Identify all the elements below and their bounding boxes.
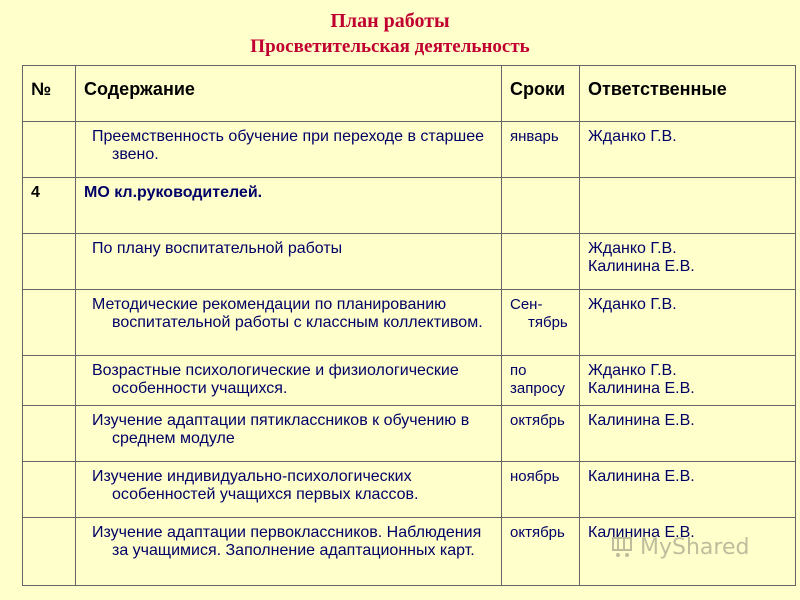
row-number bbox=[23, 356, 76, 406]
row-responsible: Жданко Г.В. bbox=[580, 122, 796, 178]
row-content: По плану воспитательной работы bbox=[76, 234, 502, 290]
page-title: План работы bbox=[330, 10, 450, 32]
row-responsible: Калинина Е.В. bbox=[580, 406, 796, 462]
row-responsible: Жданко Г.В. bbox=[580, 290, 796, 356]
row-term: ноябрь bbox=[502, 462, 580, 518]
row-content: Изучение адаптации первоклассников. Наблюдения за учащимися. Заполнение адаптационных карт. bbox=[76, 518, 502, 586]
row-responsible: Жданко Г.В. Калинина Е.В. bbox=[580, 356, 796, 406]
table-row bbox=[23, 356, 796, 406]
table-header-row bbox=[23, 66, 796, 122]
row-content: Преемственность обучение при переходе в старшее звено. bbox=[76, 122, 502, 178]
row-content: Изучение индивидуально-психологических особенностей учащихся первых классов. bbox=[76, 462, 502, 518]
row-number bbox=[23, 290, 76, 356]
row-content: Изучение адаптации пятиклассников к обучению в среднем модуле bbox=[76, 406, 502, 462]
column-header-term: Сроки bbox=[502, 66, 580, 122]
column-header-responsible: Ответственные bbox=[580, 66, 796, 122]
page-subtitle: Просветительская деятельность bbox=[250, 36, 530, 57]
watermark bbox=[610, 527, 790, 567]
row-responsible: Калинина Е.В. bbox=[580, 518, 796, 586]
table-row bbox=[23, 178, 796, 234]
row-number bbox=[23, 406, 76, 462]
table-row bbox=[23, 122, 796, 178]
row-number bbox=[23, 122, 76, 178]
row-term: по запросу bbox=[502, 356, 580, 406]
column-header-number: № bbox=[23, 66, 76, 122]
table-row bbox=[23, 462, 796, 518]
row-term: Сен- тябрь bbox=[502, 290, 580, 356]
table-row bbox=[23, 290, 796, 356]
work-plan-table bbox=[22, 65, 796, 586]
row-number: 4 bbox=[23, 178, 76, 234]
row-term: октябрь bbox=[502, 518, 580, 586]
row-responsible bbox=[580, 178, 796, 234]
row-number bbox=[23, 518, 76, 586]
row-responsible: Калинина Е.В. bbox=[580, 462, 796, 518]
watermark-text: MyShared bbox=[640, 534, 750, 560]
row-term bbox=[502, 234, 580, 290]
column-header-content: Содержание bbox=[76, 66, 502, 122]
row-responsible: Жданко Г.В. Калинина Е.В. bbox=[580, 234, 796, 290]
row-content: Методические рекомендации по планированию воспитательной работы с классным коллективом. bbox=[76, 290, 502, 356]
row-number bbox=[23, 462, 76, 518]
row-term: октябрь bbox=[502, 406, 580, 462]
row-content: Возрастные психологические и физиологические особенности учащихся. bbox=[76, 356, 502, 406]
row-term bbox=[502, 178, 580, 234]
row-number bbox=[23, 234, 76, 290]
row-term: январь bbox=[502, 122, 580, 178]
table-row bbox=[23, 406, 796, 462]
watermark-cart-icon bbox=[610, 534, 636, 560]
row-content: МО кл.руководителей. bbox=[76, 178, 502, 234]
table-row bbox=[23, 234, 796, 290]
